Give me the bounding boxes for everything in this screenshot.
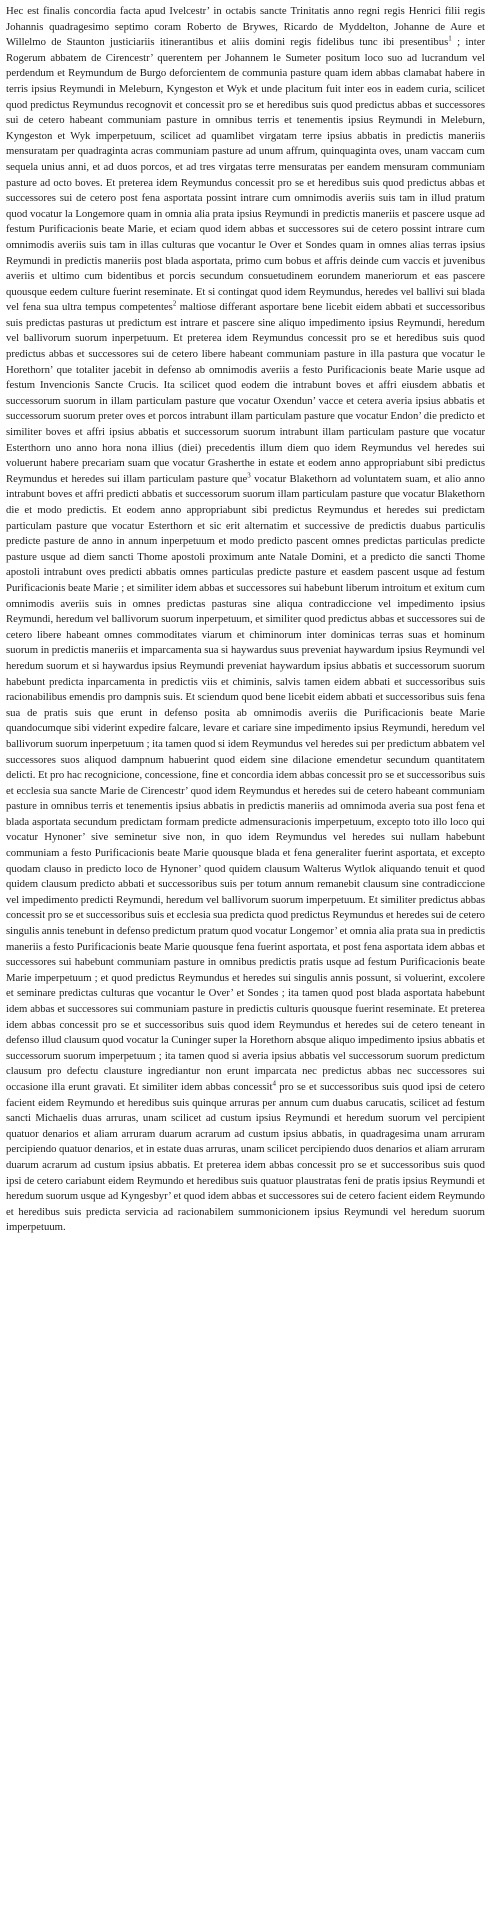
text-segment: maltiose differant asportare bene licebit eidem abbati et successoribus suis predictas pasturas ut predictum est intrare et pascere sine aliquo impedimento ipsius Reymundi, heredum vel ballivorum suorum inperpetuum. Et preterea idem Reymundus concessit pro se et heredibus suis quod predictus abbas et successores sui de cetero libere habeant communiam pasture in illa pastura que vocatur le Horethorn’ que totaliter jacebit in defenso ab omnimodis averiis a festo Purificacionis beate Marie usque ad festum Invencionis Sancte Crucis. Ita scilicet quod eodem die intrabunt boves et affri eiusdem abbatis et successorum suorum in illam particulam pasture que vocatur Oxendun’ vacce et cetera averia ipsius abbatis et successorum suorum preter oves et porcos intrabunt illam particulam pasture que vocatur Endon’ die predicto et similiter boves et affri ipsius abbatis et successorum suorum intrabunt illam particulam pasture que vocatur Esterthorn uno anno hora nona illius (diei) precedentis illum diem quo idem Reymundus vel heredes sui voluerunt habere precariam suam que vocatur Grasherthe in estate et eodem anno appropriabunt sibi predictus Reymundus et heredes sui illam particulam pasture que	[6, 301, 485, 485]
text-segment: ; inter Rogerum abbatem de Cirencestr’ querentem per Johannem le Sumeter positum loco suo ad lucrandum vel perdendum et Reymundum de Burgo deforcientem de communia pasture quam idem abbas clamabat habere in terris ipsius Reymundi in Meleburn, Kyngeston et Wyk et unde placitum fuit inter eos in eadem curia, scilicet quod predictus Reymundus recognovit et concessit pro se et heredibus suis quod predictus abbas et successores sui de cetero habeant communiam pasture in omnibus terris et tenementis ipsius Reymundi in Meleburn, Kyngeston et Wyk imperpetuum, scilicet ad quamlibet virgatam terre ipsius abbatis in predictis maneriis mensuratam per quadraginta acras communiam pasture ad unum affrum, quinquaginta oves, unam vaccam cum sequela unius anni, et ad duos porcos, et ad tres virgatas terre mensuratas per eandem mensuram communiam pasture ad octo boves. Et preterea idem Reymundus concessit pro se et heredibus suis quod predictus abbas et successores sui de cetero post fena asportata possint intrare cum omnimodis averiis suis tam in illud pratum quod vocatur la Longemore quam in omnia alia prata ipsius Reymundi in predictis maneriis et pascere usque ad festum Purificacionis beate Marie, et eciam quod idem abbas et successores sui de cetero possint intrare cum omnimodis averiis suis tam in illas culturas que vocantur le Over et Sondes quam in omnes alias terras ipsius Reymundi in predictis maneriis post blada asportata, primo cum bobus et affris deinde cum vaccis et juvenibus averiis et ultimo cum bidentibus et porcis secundum consuetudinem eorundem maneriorum et eas pascere quousque eedem culture fuerint reseminate. Et si contingat quod idem Reymundus, heredes vel ballivi sui blada vel fena sua ultra tempus competentes	[6, 36, 486, 314]
footnote-reference: 3	[247, 471, 251, 480]
text-segment: vocatur Blakethorn ad voluntatem suam, et alio anno intrabunt boves et affri predicti abbatis et successorum suorum illam particulam pasture que vocatur Blakethorn die et modo predictis. Et eodem anno appropriabunt sibi predictus Reymundus et heredes sui predictam particulam pasture que vocatur Esterthorn et sic erit alternatim et successive de predictis duabus particulis predicte pasture de anno in annum inperpetuum et modo predicto pascent omnes predictas particulas predicte pasture usque ad diem sancti Thome apostoli proximum ante Natale Domini, et a predicto die sancti Thome apostoli intrabunt oves predicti abbatis omnes particulas predicte pasture et easdem pascent usque ad festum Purificacionis beate Marie ; et similiter idem abbas et successores sui habebunt liberum introitum et exitum cum omnimodis averiis suis in omnes predictas pasturas sine aliqua contradiccione vel impedimento ipsius Reymundi, heredum vel ballivorum suorum inperpetuum, et similiter quod predictus abbas et successores sui de cetero libere habeant omnes commoditates viarum et chiminorum inter dominicas terras suas et hominum suorum in predictis maneriis et imparcamenta sua si haywardus suus preveniat haywardum ipsius Reymundi vel heredum suorum et si haywardus ipsius Reymundi preveniat haywardum ipsius abbatis et successorum suorum habebunt predicta inparcamenta in predictis viis et chiminis, salvis tamen eidem abbati et successoribus suis racionabilibus emendis pro dampnis suis. Et sciendum quod bene licebit eidem abbati et successoribus suis fena sua de pratis suis que erunt in defenso posita ab omnimodis averiis die Purificacionis beate Marie quandocumque sibi viderint expedire falcare, levare et cariare sine impedimento ipsius Reymundi, heredum vel ballivorum suorum inperpetuum ; ita tamen quod si idem Reymundus vel heredes sui per predictum abbatem vel successores suos aliquod dampnum habuerint quod eidem sine dilacione emendetur secundum quantitatem delicti. Et pro hac recognicione, concessione, fine et concordia idem abbas concessit pro se et successoribus suis et ecclesia sua sancte Marie de Cirencestr’ quod idem Reymundus et heredes sui de cetero habeant communiam pasture in omnibus terris et tenementis ipsius abbatis in predictis maneriis ad omnimoda averia sua post fena et blada asportata secundum predictam formam predicte admensuracionis imperpetuum, excepto toto illo loco qui vocatur Hynoner’ sive seminetur sive non, in quo idem Reymundus vel heredes sui nullam habebunt communiam a festo Purificacionis beate Marie quousque blada et fena generaliter fuerint asportata, et excepto quodam clauso in predicto loco de Hynoner’ quod quidem clausum Walterus Wytlok aliquando tenuit et quod quidem clausum predicto abbati et successoribus suis per totum annum remanebit clausum sine contradiccione vel impedimento predicti Reymundi, heredum vel ballivorum suorum imperpetuum. Et similiter predictus abbas concessit pro se et successoribus suis et ecclesia sua predicta quod predictus Reymundus et heredes sui de cetero singulis annis tenebunt in defenso predictum pratum quod vocatur Longemor’ et omnia alia prata sua in predictis maneriis a festo Purificacionis beate Marie quousque fena fuerint asportata, et post fena asportata idem abbas et successores sui habebunt communiam pasture in omnibus predictis pratis usque ad festum Purificacionis beate Marie imperpetuum ; et quod predictus Reymundus et heredes sui singulis annis possunt, si voluerint, excolere et seminare predictas culturas que vocantur le Over’ et Sondes ; ita tamen quod post blada asportata habebunt idem abbas et successores sui communiam pasture in predictis culturis quousque fuerint reseminate. Et preterea idem abbas concessit pro se et successoribus suis quod idem Reymundus et heredes sui de cetero teneant in defenso illud clausum quod vocatur la Cuninger super la Horethorn absque aliquo impedimento ipsius abbatis et successorum suorum imperpetuum ; ita tamen quod si averia ipsius abbatis vel successorum suorum predictum clausum pro defectu clausture ingrediantur non erunt imparcata nec predictus abbas nec successores sui occasione illa erunt gravati. Et similiter idem abbas concessit	[6, 472, 485, 1093]
text-segment: pro se et successoribus suis quod ipsi de cetero facient eidem Reymundo et heredibus suis quinque arruras per annum cum duabus carucatis, scilicet ad festum sancti Michaelis duas arruras, unam scilicet ad custum ipsius Reymundi et heredum suorum vel percipient quatuor denarios et aliam arruram duarum acrarum ad custum ipsius abbatis, in quadragesima unam arruram percipiendo quatuor denarios, et in estate duas arruras, unam scilicet percipiendo duos denarios et aliam arruram duarum acrarum ad custum ipsius abbatis. Et preterea idem abbas concessit pro se et successoribus suis quod ipsi de cetero cariabunt eidem Reymundo et heredibus suis quatuor plaustratas feni de pratis ipsius Reymundi et heredum suorum usque ad Kyngesbyr’ et quod idem abbas et successores sui de cetero facient eidem Reymundo et heredibus suis predicta servicia ad racionabilem summonicionem ipsius Reymundi vel heredum suorum imperpetuum.	[6, 1080, 485, 1234]
footnote-reference: 2	[172, 299, 177, 308]
footnote-reference: 4	[272, 1079, 276, 1088]
final-concord-text	[6, 4, 485, 1236]
footnote-reference: 1	[448, 34, 452, 43]
text-segment: Hec est finalis concordia facta apud Ivelcestr’ in octabis sancte Trinitatis anno regni regis Henrici filii regis Johannis quadragesimo septimo coram Roberto de Brywes, Ricardo de Myddelton, Johanne de Aure et Willelmo de Staunton justiciariis itinerantibus et aliis domini regis fidelibus tunc ibi presentibus	[6, 5, 485, 49]
